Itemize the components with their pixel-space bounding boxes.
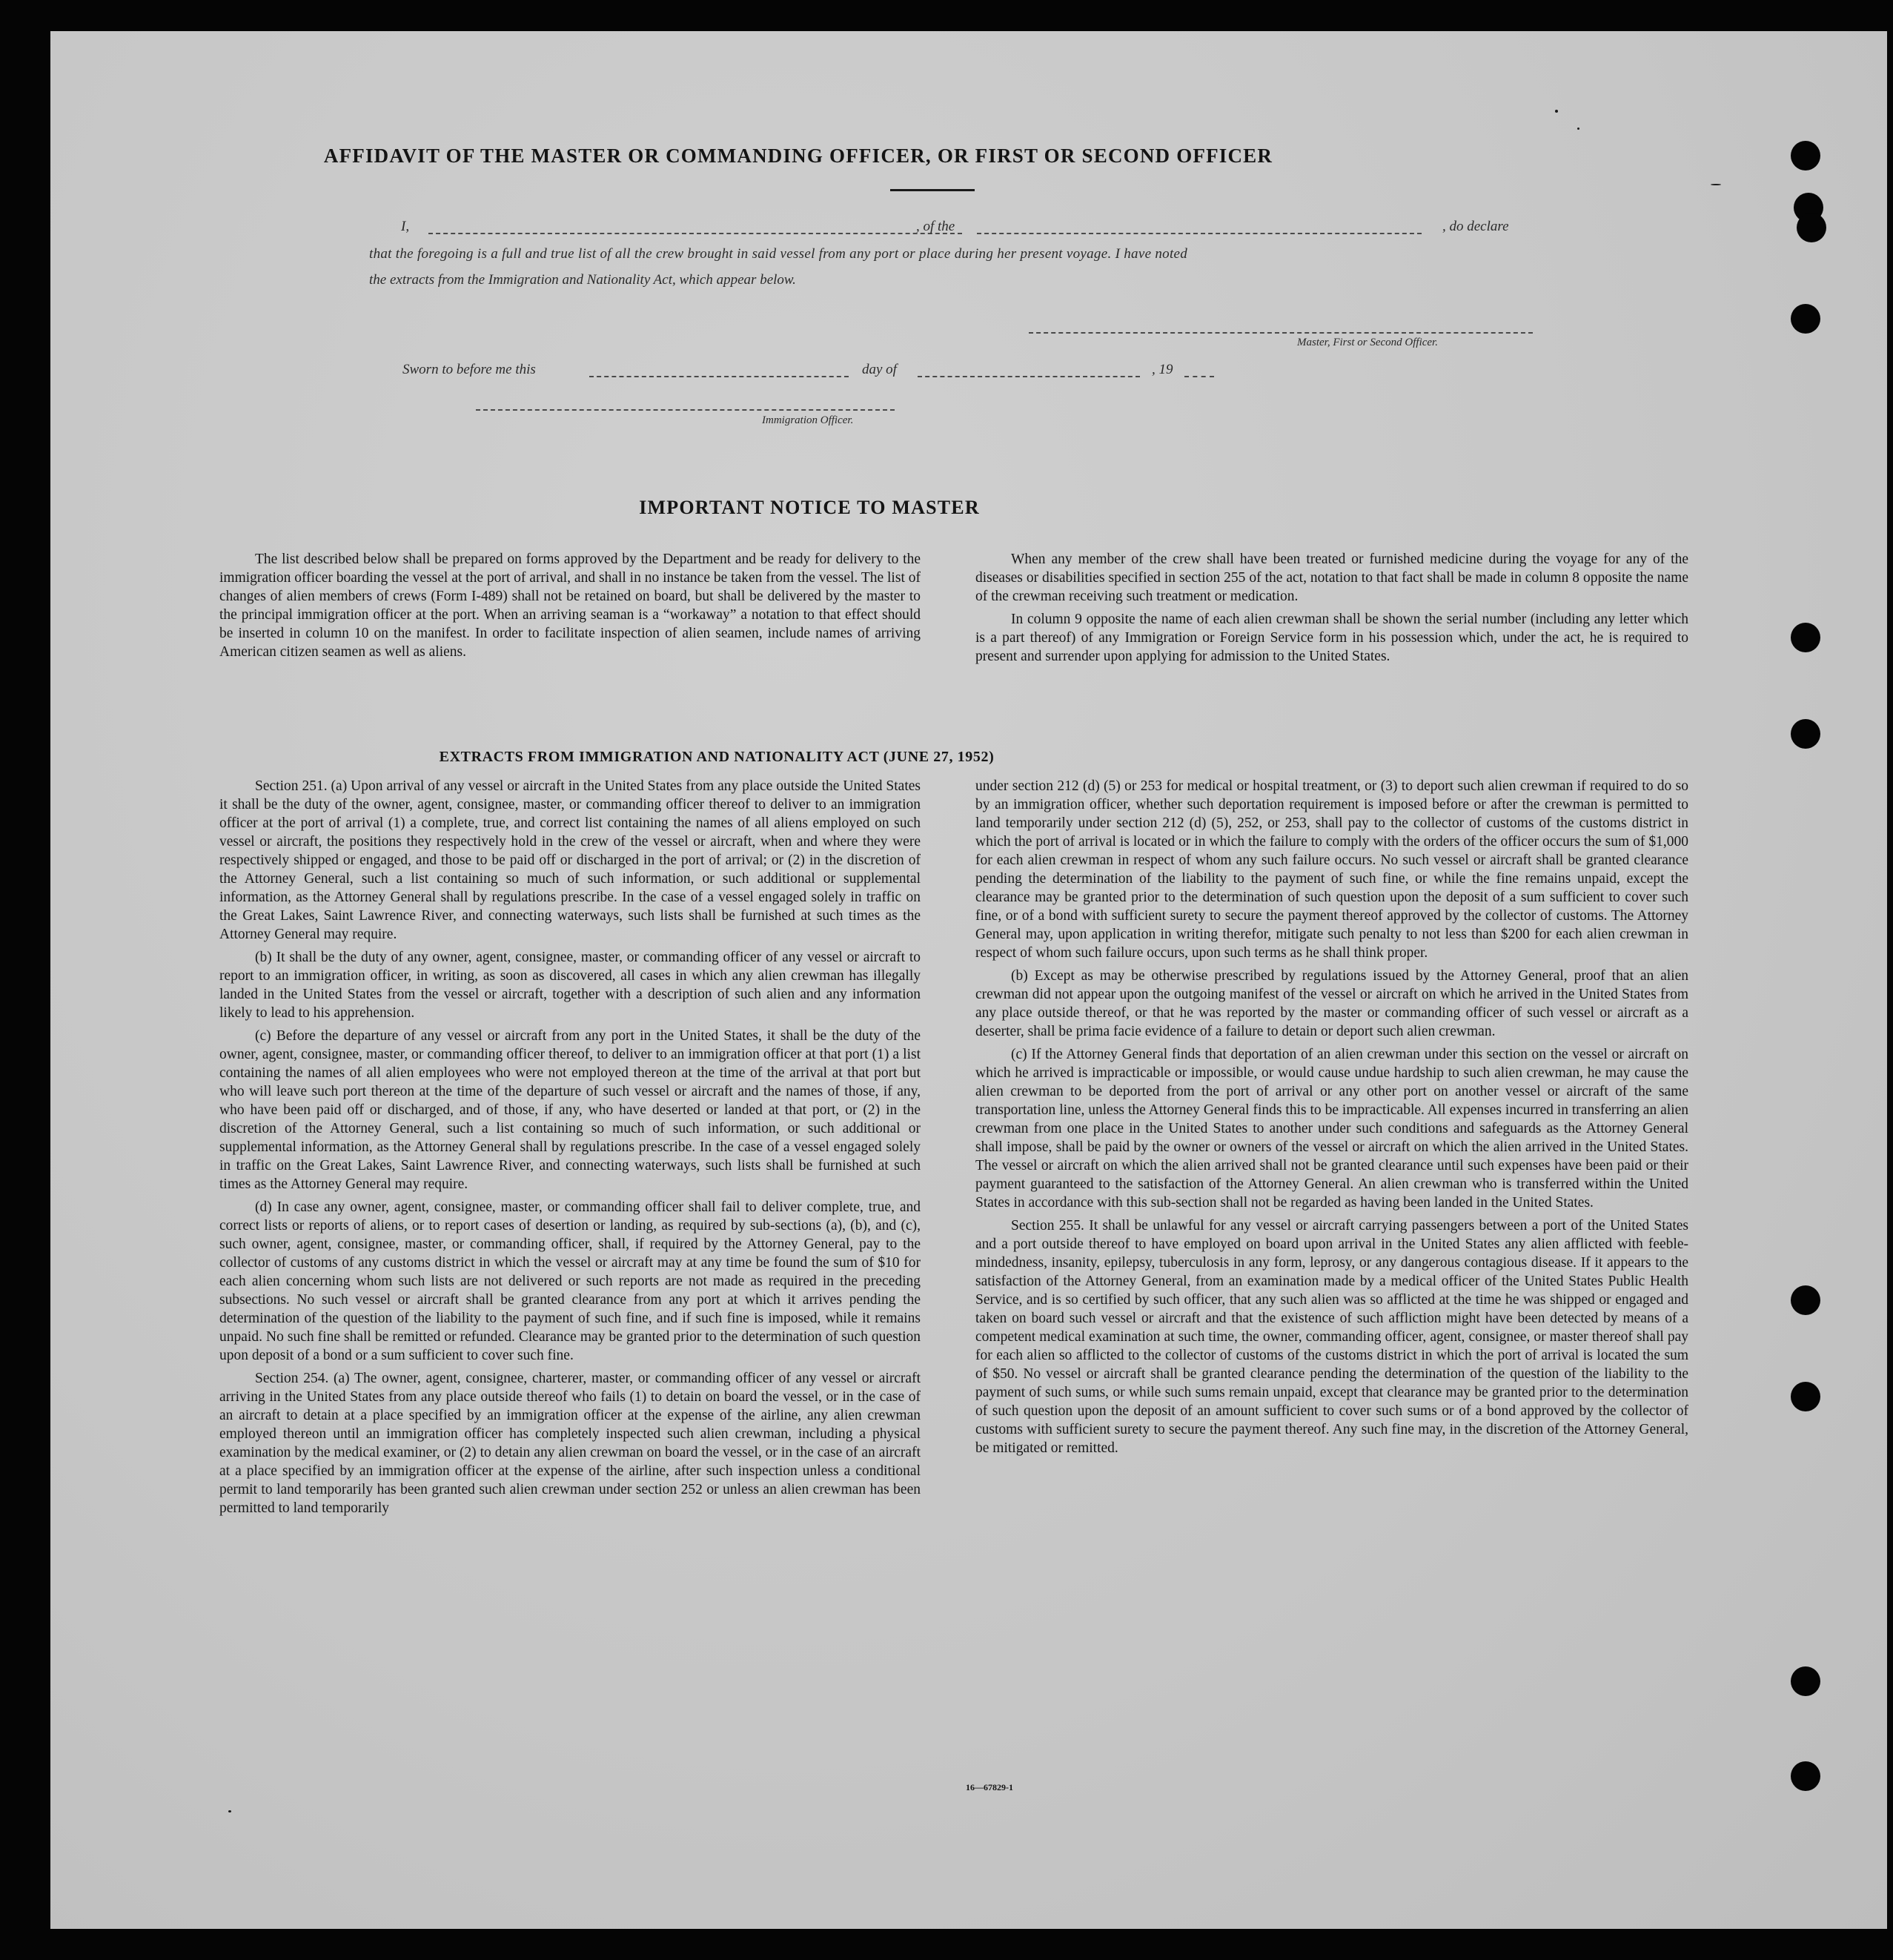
sworn-label: Sworn to before me this — [402, 362, 536, 377]
binder-hole — [1791, 1382, 1820, 1411]
sworn-month-blank[interactable] — [918, 376, 1140, 377]
binder-hole — [1791, 623, 1820, 652]
sworn-day-blank[interactable] — [589, 376, 849, 377]
notice-title: IMPORTANT NOTICE TO MASTER — [639, 497, 980, 518]
affidavit-do-declare: , do declare — [1442, 219, 1509, 234]
form-number: 16—67829-1 — [966, 1782, 1013, 1792]
affidavit-line-2: that the foregoing is a full and true list of all the crew brought in said vessel from any port or place during her present voyage. I have noted — [369, 246, 1188, 262]
speck — [1577, 128, 1579, 130]
extracts-right-column — [975, 777, 1688, 1462]
binder-hole — [1791, 304, 1820, 334]
notice-left-paragraph: The list described below shall be prepared on forms approved by the Department and be ready for delivery to the immigration officer boarding the vessel at the port of arrival, and shall in no instance be taken from the vessel. The list of changes of alien members of crews (Form I-489) shall not be retained on board, but shall be delivered by the master to the principal immigration officer at the port. When an arriving seaman is a “workaway” a notation to that effect should be inserted in column 10 on the manifest. In order to facilitate inspection of alien seamen, include names of arriving American citizen seamen as well as aliens. — [219, 552, 921, 660]
bleed-through-marks — [213, 1868, 1696, 1887]
binder-hole — [1797, 213, 1826, 242]
notice-right-paragraph: When any member of the crew shall have been treated or furnished medicine during the voyage for any of the diseases or disabilities specified in section 255 of the act, notation to that fact shall be made in column 8 opposite the name of the crewman receiving such treatment or medication. — [975, 552, 1688, 604]
extracts-left-column — [219, 777, 921, 1522]
section-251-a: Section 251. (a) Upon arrival of any vessel or aircraft in the United States from any place outside the United States it shall be the duty of the owner, agent, consignee, master, or commanding officer thereof to deliver to an immigration officer at the port of arrival (1) a complete, true, and correct list containing the names of all aliens employed on such vessel or aircraft, the positions they respectively hold in the crew of the vessel or aircraft, when and where they were respectively shipped or engaged, and those to be paid off or discharged in the port of arrival; or (2) in the discretion of the Attorney General, such a list containing so much of such information, or such additional or supplemental information, as the Attorney General shall by regulations prescribe. In the case of a vessel engaged solely in traffic on the Great Lakes, Saint Lawrence River, and connecting waterways, such lists shall be furnished at such times as the Attorney General may require. — [219, 778, 921, 942]
speck — [1555, 110, 1558, 113]
notice-left-column — [219, 550, 921, 666]
notice-right-paragraph: In column 9 opposite the name of each alien crewman shall be shown the serial number (including any letter which is a part thereof) of any Immigration or Foreign Service form in his possession which, under the act, he is required to present and surrender upon applying for admission to the United States. — [975, 612, 1688, 664]
binder-hole — [1791, 1761, 1820, 1791]
sworn-year-blank[interactable] — [1184, 376, 1214, 377]
section-254-b: (b) Except as may be otherwise prescribed by regulations issued by the Attorney General, proof that an alien crewman did not appear upon the outgoing manifest of the vessel or aircraft on which he arrived in the United States from any place outside thereof, or that he was reported by the master or commanding officer of such vessel or aircraft as a deserter, shall be prima facie evidence of a failure to detain or deport such alien crewman. — [975, 968, 1688, 1039]
name-blank[interactable] — [428, 233, 962, 234]
vessel-blank[interactable] — [977, 233, 1422, 234]
section-254-a: Section 254. (a) The owner, agent, consignee, charterer, master, or commanding officer of any vessel or aircraft arriving in the United States from any place outside thereof who fails (1) to detain on board the vessel, or in the case of an aircraft to detain at a place specified by an immigration officer at the expense of the airline, any alien crewman employed thereon until an immigration officer has completely inspected such alien crewman, including a physical examination by the medical examiner, or (2) to detain any alien crewman on board the vessel, or in the case of an aircraft at a place specified by an immigration officer at the expense of the airline, after such inspection unless a conditional permit to land temporarily has been granted such alien crewman under section 252 or unless an alien crewman has been permitted to land temporarily — [219, 1371, 921, 1516]
affidavit-i-label: I, — [401, 219, 410, 234]
title-underline — [890, 189, 975, 191]
section-254-a-continued: under section 212 (d) (5) or 253 for medical or hospital treatment, or (3) to deport such alien crewman if required to do so by an immigration officer, whether such deportation requirement is imposed before or after the crewman is permitted to land temporarily under section 212 (d) (5), 252, or 253, shall pay to the collector of customs of the customs district in which the port of arrival is located or in which the failure to comply with the orders of the officer occurs the sum of $1,000 for each alien crewman in respect of whom any such failure occurs. No such vessel or aircraft shall be granted clearance pending the determination of the liability to the payment of such fine, or while the fine remains unpaid, except the clearance may be granted prior to the determination of such question upon the deposit of a sum sufficient to cover such fine, or of a bond with sufficient surety to secure the payment thereof approved by the collector of customs. The Attorney General may, upon application in writing therefor, mitigate such penalty to not less than $200 for each alien crewman in respect of whom such failure occurs, upon such terms as he shall think proper. — [975, 778, 1688, 961]
section-255: Section 255. It shall be unlawful for any vessel or aircraft carrying passengers between a port of the United States and a port outside thereof to have employed on board upon arrival in the United States any alien afflicted with feeble-mindedness, insanity, epilepsy, tuberculosis in any form, leprosy, or any dangerous contagious disease. If it appears to the satisfaction of the Attorney General, from an examination made by a medical officer of the United States Public Health Service, and is so certified by such officer, that any such alien was so afflicted at the time he was shipped or engaged and taken on board such vessel or aircraft and that the existence of such affliction might have been detected by means of a competent medical examination at such time, the owner, commanding officer, agent, consignee, or master thereof shall pay for each alien so afflicted to the collector of customs of the customs district in which the port of arrival is located the sum of $50. No vessel or aircraft shall be granted clearance pending the determination of the question of the liability to the payment of such sums, or while such sums remain unpaid, except that clearance may be granted prior to the determination of such question upon the deposit of an amount sufficient to cover such sums or of a bond approved by the collector of customs with sufficient surety to secure the payment thereof. Any such fine may, in the discretion of the Attorney General, be mitigated or remitted. — [975, 1218, 1688, 1456]
speck — [228, 1810, 231, 1812]
binder-hole — [1791, 141, 1820, 170]
binder-hole — [1791, 719, 1820, 749]
officer-caption: Immigration Officer. — [762, 414, 854, 426]
binder-hole — [1791, 1285, 1820, 1315]
master-signature-line[interactable] — [1029, 332, 1533, 334]
officer-signature-line[interactable] — [476, 409, 895, 411]
extracts-title: EXTRACTS FROM IMMIGRATION AND NATIONALITY ACT (JUNE 27, 1952) — [439, 749, 995, 765]
day-of-label: day of — [862, 362, 897, 377]
section-254-c: (c) If the Attorney General finds that deportation of an alien crewman under this section on the vessel or aircraft on which he arrived is impracticable or impossible, or would cause undue hardship to such alien crewman, he may cause the alien crewman to be deported from the port of arrival or any other port on another vessel or aircraft of the same transportation line, unless the Attorney General finds this to be impracticable. All expenses incurred in transferring an alien crewman from one place in the United States to another under such conditions and safeguards as the Attorney General shall impose, shall be paid by the owner or owners of the vessel or aircraft on which the alien arrived in the United States. The vessel or aircraft on which the alien arrived shall not be granted clearance until such expenses have been paid or their payment guaranteed to the satisfaction of the Attorney General. An alien crewman who is transferred within the United States in accordance with this sub-section shall not be regarded as having been landed in the United States. — [975, 1047, 1688, 1211]
master-caption: Master, First or Second Officer. — [1297, 337, 1438, 348]
section-251-d: (d) In case any owner, agent, consignee, master, or commanding officer shall fail to deliver complete, true, and correct lists or reports of aliens, or to report cases of desertion or landing, as required by sub-sections (a), (b), and (c), such owner, agent, consignee, master, or commanding officer, shall, if required by the Attorney General, pay to the collector of customs of any customs district in which the vessel or aircraft may at any time be found the sum of $10 for each alien concerning whom such lists are not delivered or such reports are not made as required in the preceding subsections. No such vessel or aircraft shall be granted clearance from any port at which it arrives pending the determination of the question of the liability to the payment of such fine, and if such fine is imposed, while it remains unpaid. No such fine shall be remitted or refunded. Clearance may be granted prior to the determination of such question upon deposit of a bond or a sum sufficient to cover such fine. — [219, 1199, 921, 1363]
section-251-c: (c) Before the departure of any vessel or aircraft from any port in the United States, it shall be the duty of the owner, agent, consignee, master, or commanding officer thereof, to deliver to an immigration officer at that port (1) a list containing the names of all alien employees who were not employed thereon at the time of the arrival at that port but who will leave such port thereon at the time of the departure of such vessel or aircraft and the names of those, if any, who have been paid off or discharged, and of those, if any, who have deserted or landed at that port, or (2) in the discretion of the Attorney General, such a list containing so much of such information, or such additional or supplemental information, as the Attorney General shall by regulations prescribe. In the case of a vessel engaged solely in traffic on the Great Lakes, Saint Lawrence River, and connecting waterways, such lists shall be furnished at such times as the Attorney General may require. — [219, 1028, 921, 1192]
section-251-b: (b) It shall be the duty of any owner, agent, consignee, master, or commanding officer of any vessel or aircraft to report to an immigration officer, in writing, as soon as discovered, all cases in which any alien crewman has illegally landed in the United States from the vessel or aircraft, together with a description of such alien and any information likely to lead to his apprehension. — [219, 950, 921, 1021]
year-label: , 19 — [1152, 362, 1173, 377]
binder-hole — [1791, 1666, 1820, 1696]
notice-right-column — [975, 550, 1688, 670]
speck — [1711, 184, 1721, 185]
form-page — [50, 31, 1887, 1929]
affidavit-of-the: , of the — [916, 219, 955, 234]
affidavit-title: AFFIDAVIT OF THE MASTER OR COMMANDING OFFICER, OR FIRST OR SECOND OFFICER — [323, 145, 1273, 167]
affidavit-line-3: the extracts from the Immigration and Nationality Act, which appear below. — [369, 272, 796, 288]
